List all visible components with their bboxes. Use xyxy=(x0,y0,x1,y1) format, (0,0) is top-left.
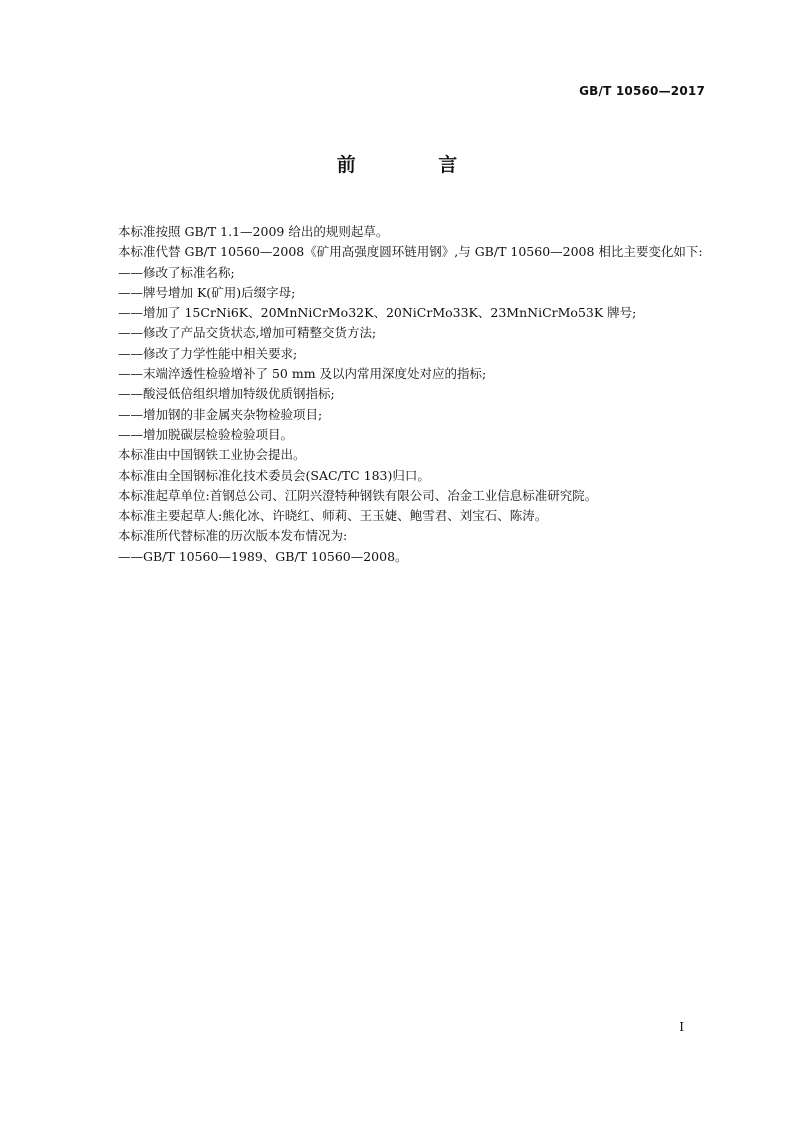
change-item: ——牌号增加 K(矿用)后缀字母; xyxy=(118,284,296,300)
paragraph-history-intro: 本标准所代替标准的历次版本发布情况为: xyxy=(118,528,348,544)
paragraph-drafting-rules: 本标准按照 GB/T 1.1—2009 给出的规则起草。 xyxy=(118,224,389,239)
paragraph-replacement: 本标准代替 GB/T 10560—2008《矿用高强度圆环链用钢》,与 GB/T 10560—2008 相比主要变化如下: xyxy=(118,244,703,260)
change-item: ——增加脱碳层检验检验项目。 xyxy=(118,426,294,442)
paragraph-drafting-units: 本标准起草单位:首钢总公司、江阴兴澄特种钢铁有限公司、冶金工业信息标准研究院。 xyxy=(118,487,598,503)
change-item: ——修改了产品交货状态,增加可精整交货方法; xyxy=(118,325,377,341)
change-item: ——酸浸低倍组织增加特级优质钢指标; xyxy=(118,386,335,402)
standard-code: GB/T 10560—2017 xyxy=(579,84,705,98)
change-item: ——末端淬透性检验增补了 50 mm 及以内常用深度处对应的指标; xyxy=(118,366,487,382)
paragraph-committee: 本标准由全国钢标准化技术委员会(SAC/TC 183)归口。 xyxy=(118,467,430,483)
change-item: ——修改了力学性能中相关要求; xyxy=(118,345,298,361)
paragraph-proposer: 本标准由中国钢铁工业协会提出。 xyxy=(118,447,306,463)
change-item: ——增加钢的非金属夹杂物检验项目; xyxy=(118,406,323,422)
change-item: ——增加了 15CrNi6K、20MnNiCrMo32K、20NiCrMo33K、23MnNiCrMo53K 牌号; xyxy=(118,305,637,321)
page-number: I xyxy=(679,1020,684,1034)
change-item: ——修改了标准名称; xyxy=(118,264,235,280)
foreword-body xyxy=(93,222,705,567)
history-item: ——GB/T 10560—1989、GB/T 10560—2008。 xyxy=(118,548,408,564)
page-title: 前 言 xyxy=(336,154,496,176)
paragraph-drafters: 本标准主要起草人:熊化冰、许晓红、师莉、王玉婕、鲍雪君、刘宝石、陈涛。 xyxy=(118,508,548,524)
